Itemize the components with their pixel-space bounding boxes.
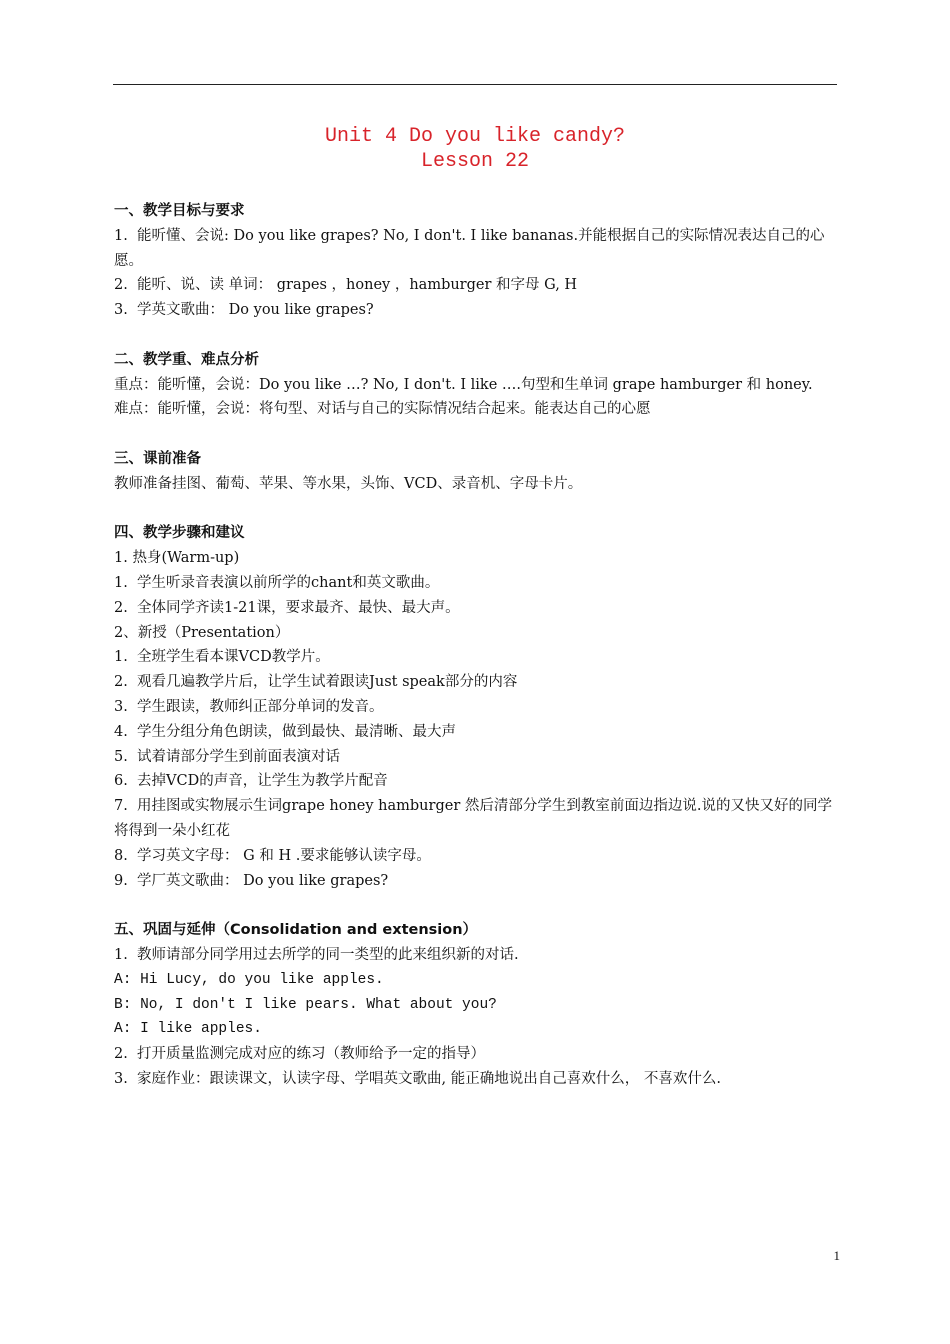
body-line: 1. 能听懂、会说: Do you like grapes? No, I don't. I like bananas.并能根据自己的实际情况表达自己的心愿。 (114, 227, 825, 269)
body-line: 1. 热身(Warm-up) (114, 550, 240, 567)
body-line: 2、新授（Presentation） (114, 624, 290, 641)
document-body (114, 199, 838, 1116)
body-line: 3. 家庭作业：跟读课文，认读字母、学唱英文歌曲, 能正确地说出自己喜欢什么， 不喜欢什么. (114, 1070, 721, 1087)
body-line: 5. 试着请部分学生到前面表演对话 (114, 748, 341, 765)
body-line: 1. 全班学生看本课VCD教学片。 (114, 649, 330, 666)
section-steps (114, 521, 838, 893)
section-consolidation (114, 918, 838, 1092)
dialogue-line: A: I like apples. (114, 1021, 262, 1038)
body-line: 4. 学生分组分角色朗读，做到最快、最清晰、最大声 (114, 723, 457, 740)
section-heading: 三、课前准备 (114, 450, 201, 467)
body-line: 2. 全体同学齐读1-21课，要求最齐、最快、最大声。 (114, 599, 460, 616)
section-heading: 五、巩固与延伸（Consolidation and extension） (114, 922, 478, 939)
body-line: 2. 观看几遍教学片后，让学生试着跟读Just speak部分的内容 (114, 674, 518, 691)
dialogue-line: A: Hi Lucy, do you like apples. (114, 971, 384, 988)
body-line: 3. 学生跟读，教师纠正部分单词的发音。 (114, 698, 384, 715)
section-preparation (114, 447, 838, 497)
body-line: 重点：能听懂，会说：Do you like …? No, I don't. I like ….句型和生单词 grape hamburger 和 honey. (114, 376, 813, 393)
document-title: Unit 4 Do you like candy? (324, 125, 626, 148)
dialogue-line: B: No, I don't I like pears. What about you? (114, 996, 497, 1013)
body-line: 2. 能听、说、读 单词： grapes ，honey ，hamburger 和字母 G, H (114, 277, 578, 294)
section-objectives (114, 199, 838, 323)
section-heading: 一、教学目标与要求 (114, 203, 245, 219)
section-heading: 四、教学步骤和建议 (114, 525, 245, 542)
body-line: 7. 用挂图或实物展示生词grape honey hamburger 然后清部分学生到教室前面边指边说.说的又快又好的同学将得到一朵小红花 (114, 798, 832, 839)
body-line: 1. 学生听录音表演以前所学的chant和英文歌曲。 (114, 574, 440, 591)
section-heading: 二、教学重、难点分析 (114, 351, 259, 368)
body-line: 9. 学厂英文歌曲： Do you like grapes? (114, 872, 389, 889)
page-number: 1 (833, 1248, 840, 1263)
document-subtitle: Lesson 22 (420, 150, 530, 173)
body-line: 8. 学习英文字母： G 和 H .要求能够认读字母。 (114, 847, 431, 864)
body-line: 3. 学英文歌曲： Do you like grapes? (114, 302, 374, 319)
body-line: 1. 教师请部分同学用过去所学的同一类型的此来组织新的对话. (114, 946, 519, 963)
section-key-points (114, 348, 838, 422)
header-rule (113, 84, 837, 85)
body-line: 难点：能听懂，会说：将句型、对话与自己的实际情况结合起来。能表达自己的心愿 (114, 401, 651, 418)
body-line: 2. 打开质量监测完成对应的练习（教师给予一定的指导） (114, 1046, 486, 1063)
body-line: 教师准备挂图、葡萄、苹果、等水果，头饰、VCD、录音机、字母卡片。 (114, 475, 583, 492)
body-line: 6. 去掉VCD的声音，让学生为教学片配音 (114, 773, 388, 790)
